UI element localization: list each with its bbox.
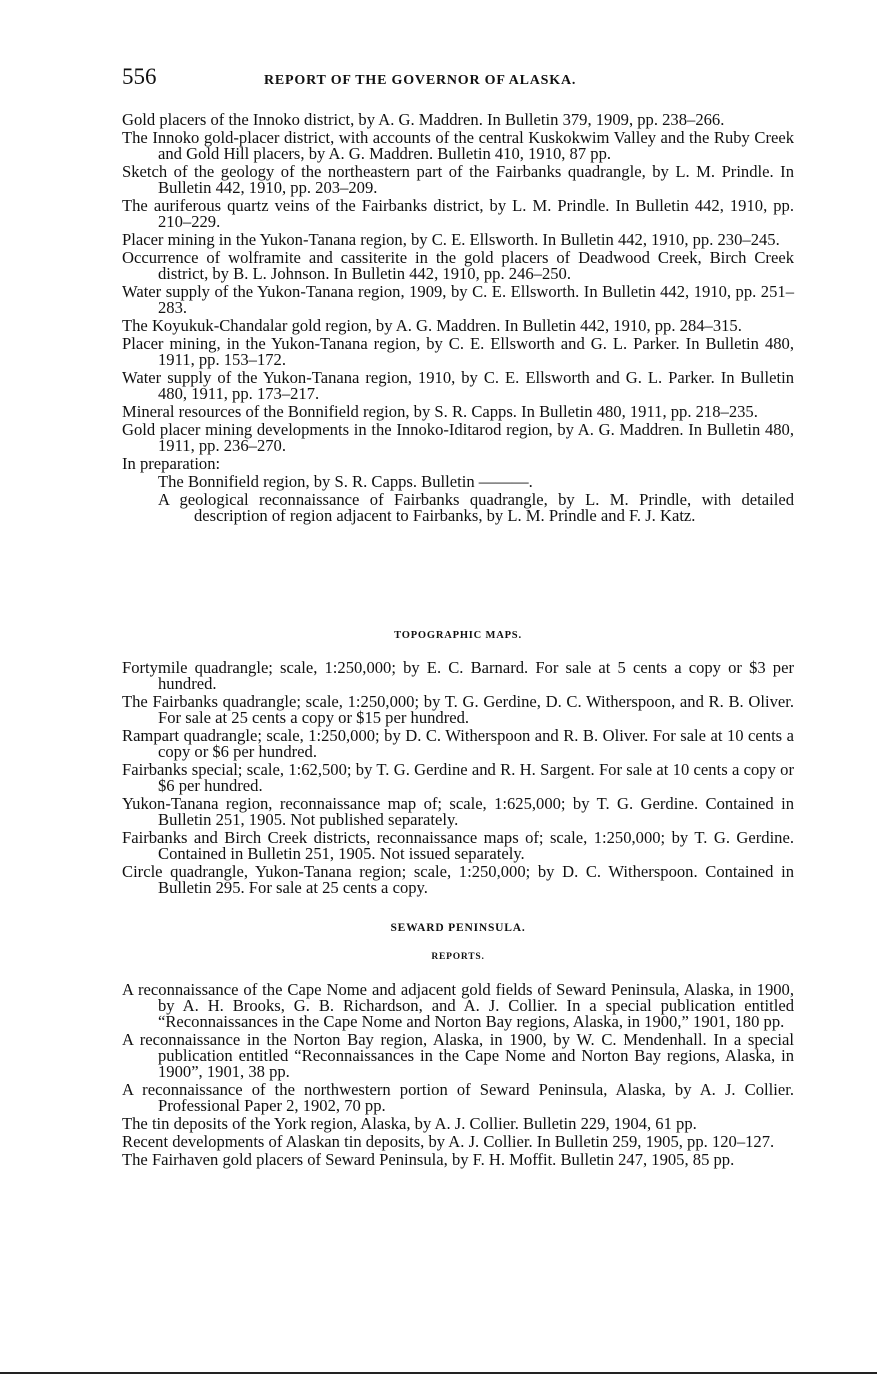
report-entry: Gold placers of the Innoko district, by A. G. Maddren. In Bulletin 379, 1909, pp. 238–266. bbox=[122, 110, 725, 129]
running-head: REPORT OF THE GOVERNOR OF ALASKA. bbox=[264, 73, 577, 88]
topographic-maps-heading: TOPOGRAPHIC MAPS. bbox=[394, 630, 522, 641]
report-entry: Sketch of the geology of the northeastern part of the Fairbanks quadrangle, by L. M. Prindle. In Bulletin 442, 1910, pp. 203–209. bbox=[122, 162, 794, 197]
map-entry: Fortymile quadrangle; scale, 1:250,000; by E. C. Barnard. For sale at 5 cents a copy or $3 per hundred. bbox=[122, 658, 794, 693]
report-entry: Water supply of the Yukon-Tanana region, 1909, by C. E. Ellsworth. In Bulletin 442, 1910, pp. 251–283. bbox=[122, 282, 794, 317]
report-entry: The Innoko gold-placer district, with accounts of the central Kuskokwim Valley and the Ruby Creek and Gold Hill placers, by A. G. Maddren. Bulletin 410, 1910, 87 pp. bbox=[122, 128, 794, 163]
page-header bbox=[122, 62, 792, 98]
report-entry: A reconnaissance of the Cape Nome and adjacent gold fields of Seward Peninsula, Alaska, in 1900, by A. H. Brooks, G. B. Richardson, and A. J. Collier. In a special publication entitled “Reconnaissances in the Cape Nome and Norton Bay regions, Alaska, in 1900,” 1901, 180 pp. bbox=[122, 980, 794, 1031]
topographic-maps-list bbox=[122, 660, 794, 898]
in-preparation-item: The Bonnifield region, by S. R. Capps. Bulletin ———. bbox=[158, 472, 533, 491]
in-preparation-label: In preparation: bbox=[122, 454, 221, 473]
report-entry: A reconnaissance in the Norton Bay region, Alaska, in 1900, by W. C. Mendenhall. In a special publication entitled “Reconnaissances in the Cape Nome and Norton Bay regions, Alaska, in 1900”, 1901, 38 pp. bbox=[122, 1030, 794, 1081]
reports-list-continued bbox=[122, 112, 794, 526]
report-entry: Placer mining, in the Yukon-Tanana region, by C. E. Ellsworth and G. L. Parker. In Bulletin 480, 1911, pp. 153–172. bbox=[122, 334, 794, 369]
report-entry: The Koyukuk-Chandalar gold region, by A. G. Maddren. In Bulletin 442, 1910, pp. 284–315. bbox=[122, 316, 742, 335]
report-entry: The auriferous quartz veins of the Fairbanks district, by L. M. Prindle. In Bulletin 442, 1910, pp. 210–229. bbox=[122, 196, 794, 231]
report-entry: Mineral resources of the Bonnifield region, by S. R. Capps. In Bulletin 480, 1911, pp. 218–235. bbox=[122, 402, 758, 421]
report-entry: Water supply of the Yukon-Tanana region, 1910, by C. E. Ellsworth and G. L. Parker. In Bulletin 480, 1911, pp. 173–217. bbox=[122, 368, 794, 403]
report-entry: Occurrence of wolframite and cassiterite in the gold placers of Deadwood Creek, Birch Creek district, by B. L. Johnson. In Bulletin 442, 1910, pp. 246–250. bbox=[122, 248, 794, 283]
map-entry: The Fairbanks quadrangle; scale, 1:250,000; by T. G. Gerdine, D. C. Witherspoon, and R. B. Oliver. For sale at 25 cents a copy or $15 per hundred. bbox=[122, 692, 794, 727]
in-preparation-item: A geological reconnaissance of Fairbanks quadrangle, by L. M. Prindle, with detailed description of region adjacent to Fairbanks, by L. M. Prindle and F. J. Katz. bbox=[158, 490, 794, 525]
seward-peninsula-heading: SEWARD PENINSULA. bbox=[390, 922, 526, 934]
report-entry: Recent developments of Alaskan tin deposits, by A. J. Collier. In Bulletin 259, 1905, pp. 120–127. bbox=[122, 1132, 775, 1151]
reports-subheading: REPORTS. bbox=[431, 952, 485, 962]
bottom-border bbox=[0, 1372, 877, 1374]
map-entry: Rampart quadrangle; scale, 1:250,000; by D. C. Witherspoon and R. B. Oliver. For sale at 10 cents a copy or $6 per hundred. bbox=[122, 726, 794, 761]
report-entry: A reconnaissance of the northwestern portion of Seward Peninsula, Alaska, by A. J. Collier. Professional Paper 2, 1902, 70 pp. bbox=[122, 1080, 794, 1115]
report-entry: The Fairhaven gold placers of Seward Peninsula, by F. H. Moffit. Bulletin 247, 1905, 85 pp. bbox=[122, 1150, 735, 1169]
map-entry: Fairbanks special; scale, 1:62,500; by T. G. Gerdine and R. H. Sargent. For sale at 10 cents a copy or $6 per hundred. bbox=[122, 760, 794, 795]
report-entry: Placer mining in the Yukon-Tanana region, by C. E. Ellsworth. In Bulletin 442, 1910, pp. 230–245. bbox=[122, 230, 780, 249]
page-number: 556 bbox=[122, 64, 157, 89]
map-entry: Circle quadrangle, Yukon-Tanana region; scale, 1:250,000; by D. C. Witherspoon. Contained in Bulletin 295. For sale at 25 cents a copy. bbox=[122, 862, 794, 897]
seward-reports-list bbox=[122, 982, 794, 1170]
report-entry: Gold placer mining developments in the Innoko-Iditarod region, by A. G. Maddren. In Bulletin 480, 1911, pp. 236–270. bbox=[122, 420, 794, 455]
report-entry: The tin deposits of the York region, Alaska, by A. J. Collier. Bulletin 229, 1904, 61 pp. bbox=[122, 1114, 697, 1133]
map-entry: Fairbanks and Birch Creek districts, reconnaissance maps of; scale, 1:250,000; by T. G. Gerdine. Contained in Bulletin 251, 1905. Not issued separately. bbox=[122, 828, 794, 863]
map-entry: Yukon-Tanana region, reconnaissance map of; scale, 1:625,000; by T. G. Gerdine. Contained in Bulletin 251, 1905. Not published separately. bbox=[122, 794, 794, 829]
